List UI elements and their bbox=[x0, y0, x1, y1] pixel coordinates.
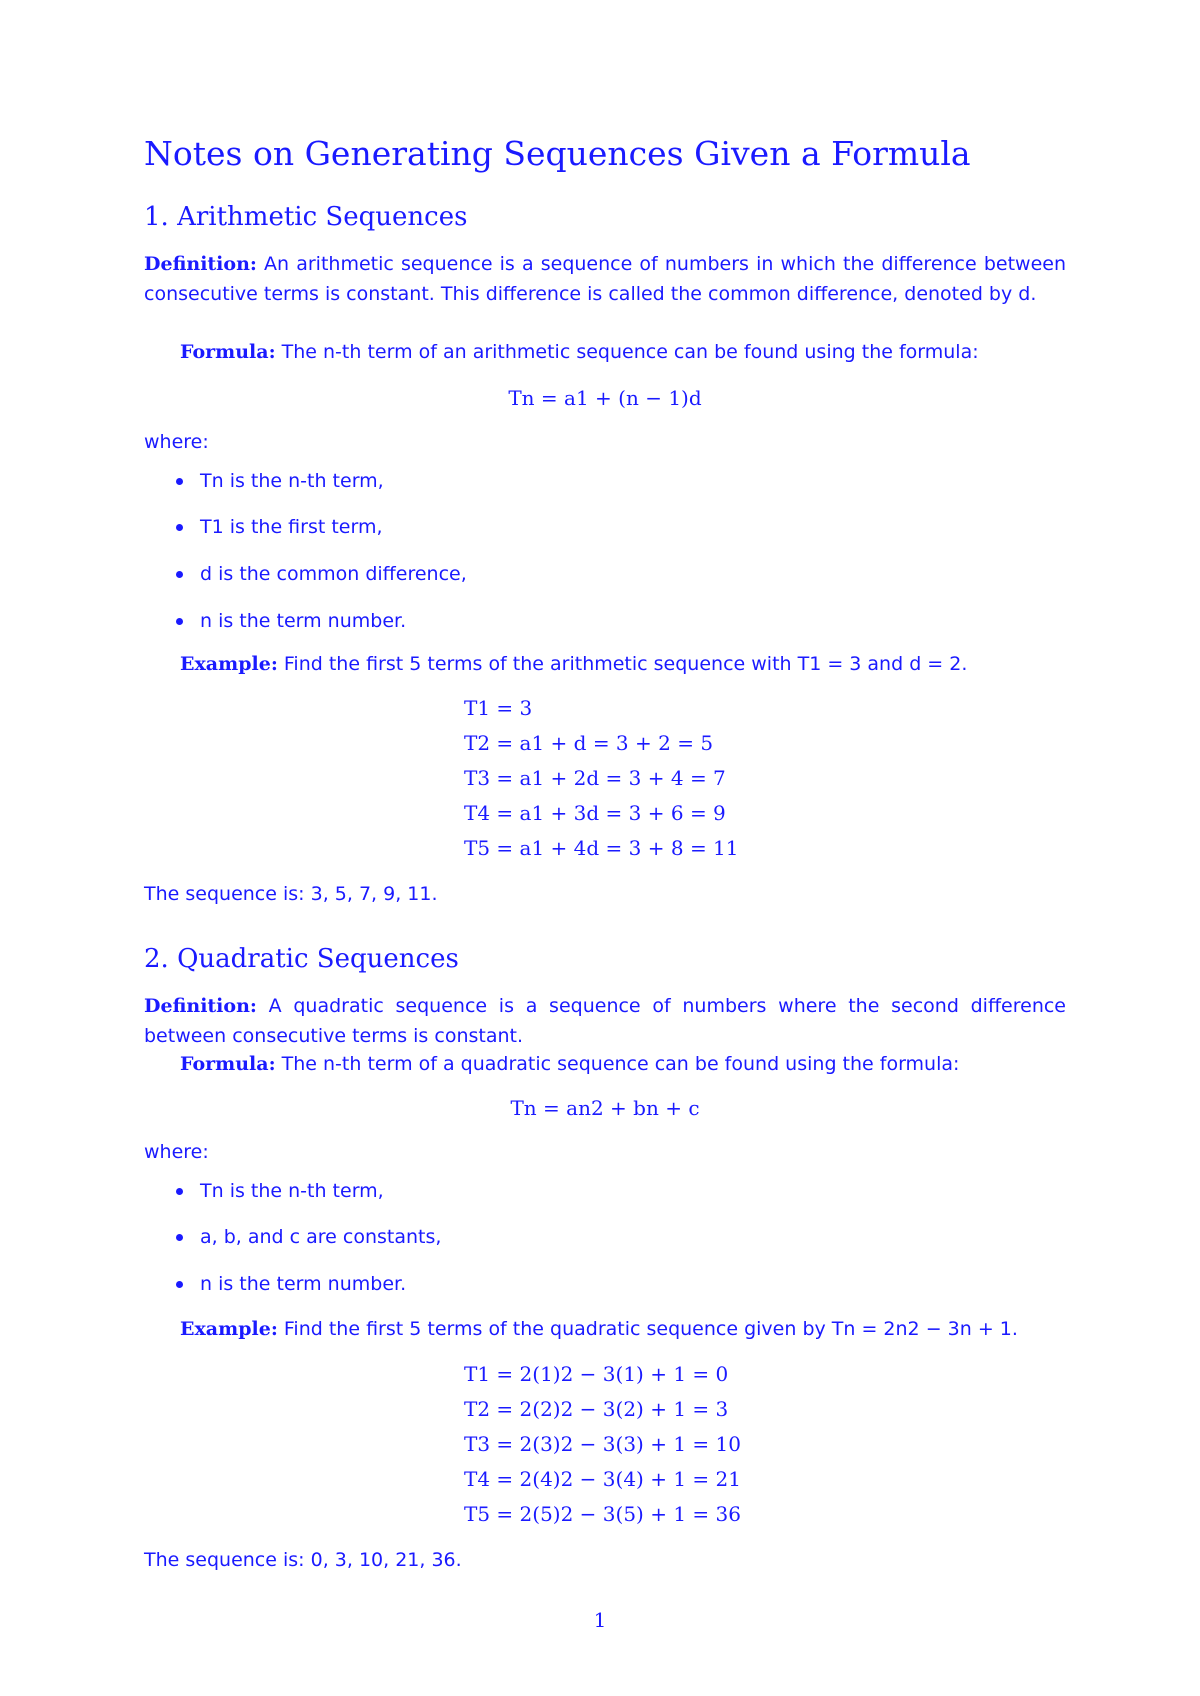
formula-text: The n-th term of an arithmetic sequence can be found using the formula: bbox=[281, 341, 979, 363]
equation-line: T3 = 2(3)2 − 3(3) + 1 = 10 bbox=[464, 1432, 741, 1456]
formula-label: Formula: bbox=[180, 1053, 276, 1075]
list-item: Tn is the n-th term, bbox=[176, 470, 384, 492]
definition-text: An arithmetic sequence is a sequence of numbers in which the difference between consecutive terms is constant. This difference is called the common difference, denoted by d. bbox=[144, 253, 1066, 305]
result-prefix: The sequence is: bbox=[144, 1549, 305, 1571]
result-value: 3, 5, 7, 9, 11. bbox=[310, 883, 438, 905]
definition-label: Definition: bbox=[144, 253, 257, 275]
bullet-icon bbox=[176, 470, 200, 492]
equation-line: T1 = 3 bbox=[464, 696, 533, 720]
result-value: 0, 3, 10, 21, 36. bbox=[310, 1549, 462, 1571]
section-heading-quadratic: 2. Quadratic Sequences bbox=[144, 944, 459, 974]
bullet-icon bbox=[176, 516, 200, 538]
formula-paragraph bbox=[144, 1050, 1066, 1080]
result-paragraph bbox=[144, 1546, 1066, 1576]
example-label: Example: bbox=[180, 1318, 278, 1340]
definition-label: Definition: bbox=[144, 995, 257, 1017]
page-title: Notes on Generating Sequences Given a Formula bbox=[144, 134, 971, 173]
example-label: Example: bbox=[180, 653, 278, 675]
definition-paragraph bbox=[144, 992, 1066, 1051]
example-text: Find the first 5 terms of the arithmetic sequence with T1 = 3 and d = 2. bbox=[283, 653, 968, 675]
equation-line: T4 = 2(4)2 − 3(4) + 1 = 21 bbox=[464, 1467, 741, 1491]
example-paragraph bbox=[144, 1315, 1066, 1345]
example-paragraph bbox=[144, 650, 1066, 680]
result-paragraph bbox=[144, 880, 1066, 910]
formula-label: Formula: bbox=[180, 341, 276, 363]
list-item: a, b, and c are constants, bbox=[176, 1226, 441, 1248]
equation-line: T1 = 2(1)2 − 3(1) + 1 = 0 bbox=[464, 1362, 729, 1386]
formula-text: The n-th term of a quadratic sequence can be found using the formula: bbox=[281, 1053, 960, 1075]
equation-line: T5 = a1 + 4d = 3 + 8 = 11 bbox=[464, 836, 739, 860]
bullet-icon bbox=[176, 563, 200, 585]
list-item: d is the common difference, bbox=[176, 563, 467, 585]
display-formula: Tn = a1 + (n − 1)d bbox=[508, 386, 702, 410]
equation-line: T4 = a1 + 3d = 3 + 6 = 9 bbox=[464, 801, 726, 825]
list-item: Tn is the n-th term, bbox=[176, 1180, 384, 1202]
result-prefix: The sequence is: bbox=[144, 883, 305, 905]
list-item: n is the term number. bbox=[176, 1273, 406, 1295]
definition-paragraph bbox=[144, 250, 1066, 309]
bullet-icon bbox=[176, 610, 200, 632]
definition-text: A quadratic sequence is a sequence of numbers where the second difference between consecutive terms is constant. bbox=[144, 995, 1066, 1047]
equation-line: T2 = 2(2)2 − 3(2) + 1 = 3 bbox=[464, 1397, 729, 1421]
where-label: where: bbox=[144, 431, 209, 453]
formula-paragraph bbox=[144, 338, 1066, 368]
section-heading-arithmetic: 1. Arithmetic Sequences bbox=[144, 202, 468, 232]
list-item: T1 is the first term, bbox=[176, 516, 383, 538]
equation-line: T2 = a1 + d = 3 + 2 = 5 bbox=[464, 731, 714, 755]
bullet-icon bbox=[176, 1180, 200, 1202]
bullet-icon bbox=[176, 1273, 200, 1295]
bullet-icon bbox=[176, 1226, 200, 1248]
list-item: n is the term number. bbox=[176, 610, 406, 632]
equation-line: T3 = a1 + 2d = 3 + 4 = 7 bbox=[464, 766, 726, 790]
equation-line: T5 = 2(5)2 − 3(5) + 1 = 36 bbox=[464, 1502, 741, 1526]
page-number: 1 bbox=[593, 1608, 607, 1632]
example-text: Find the first 5 terms of the quadratic sequence given by Tn = 2n2 − 3n + 1. bbox=[283, 1318, 1018, 1340]
display-formula: Tn = an2 + bn + c bbox=[510, 1096, 700, 1120]
where-label: where: bbox=[144, 1141, 209, 1163]
